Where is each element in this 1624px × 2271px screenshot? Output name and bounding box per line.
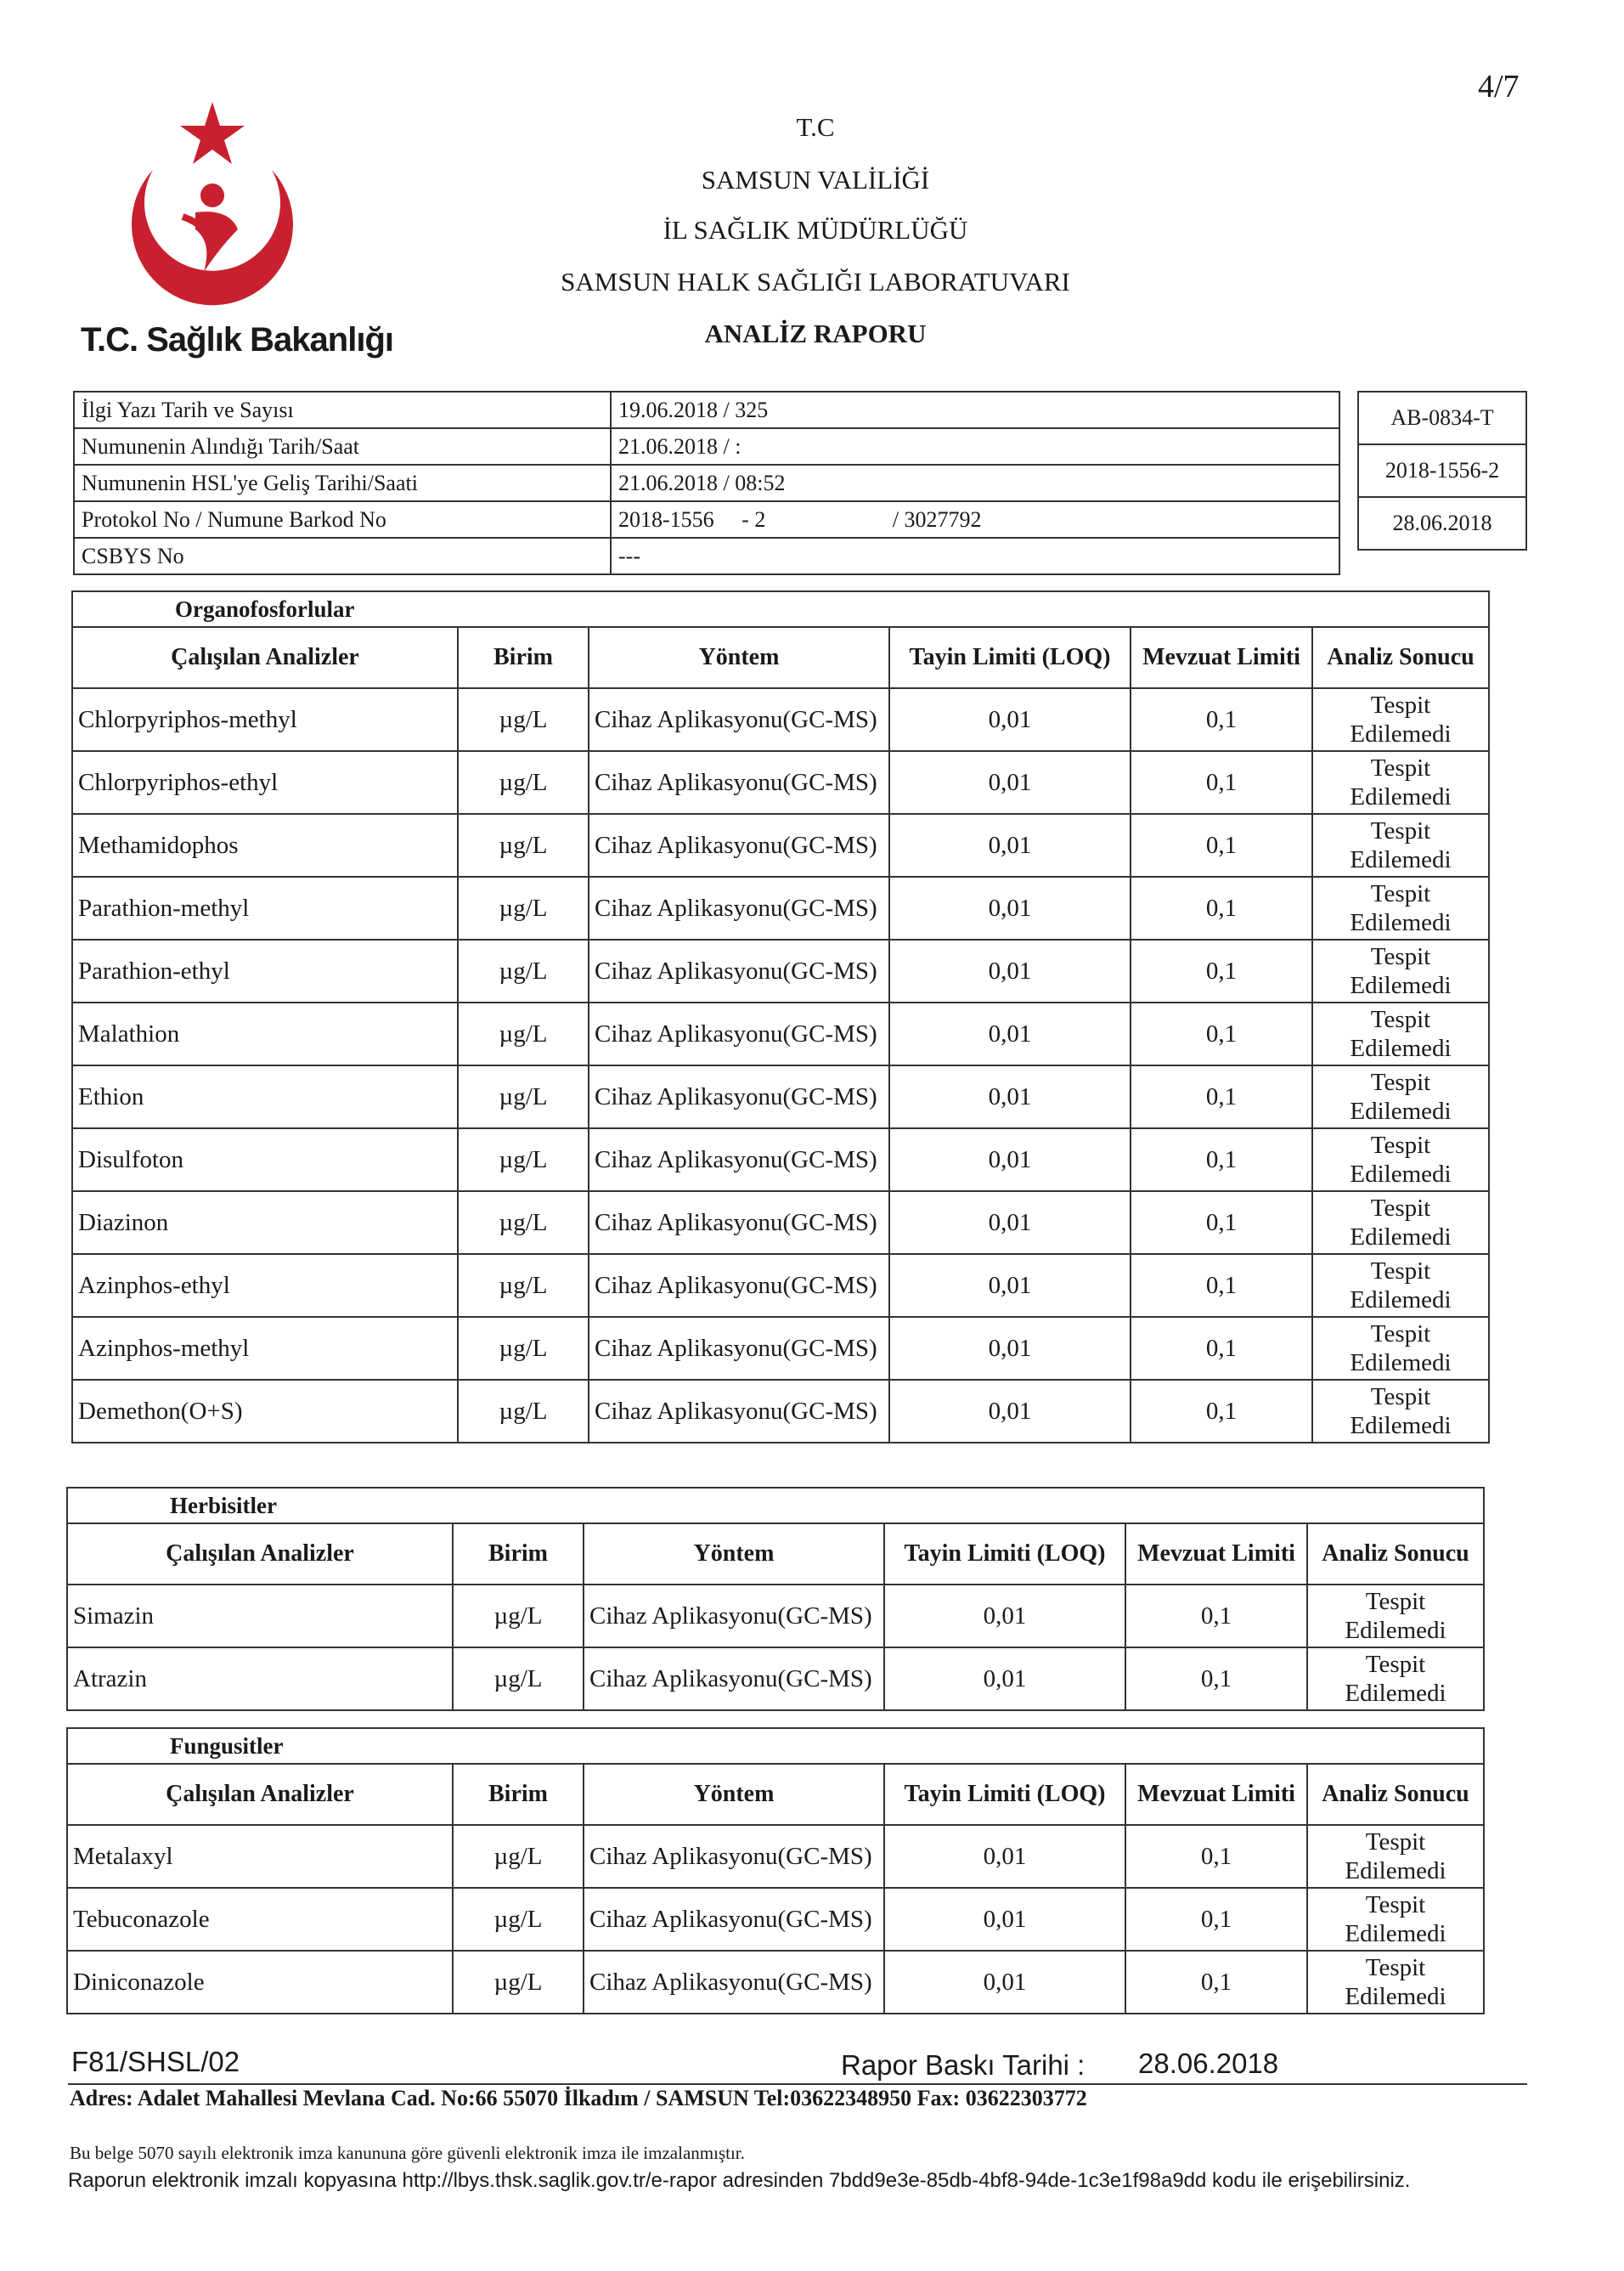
info-value: 19.06.2018 / 325 [611,392,1339,428]
limit-cell: 0,1 [1131,1128,1312,1191]
col-header-limit: Mevzuat Limiti [1131,627,1312,688]
limit-cell: 0,1 [1131,1254,1312,1317]
analyte-name: Diniconazole [67,1951,453,2014]
analyte-name: Chlorpyriphos-ethyl [72,751,458,814]
result-cell [1312,877,1489,940]
result-line-2: Edilemedi [1350,720,1452,748]
report-code: AB-0834-T [1390,405,1494,430]
col-header-method: Yöntem [584,1523,884,1585]
limit-cell: 0,1 [1131,1003,1312,1065]
table-row [72,1003,1489,1065]
result-line-1: Tespit [1370,1006,1431,1033]
unit-cell: µg/L [453,1647,584,1710]
result-cell [1312,751,1489,814]
method-cell: Cihaz Aplikasyonu(GC-MS) [589,1065,889,1128]
method-cell: Cihaz Aplikasyonu(GC-MS) [589,1380,889,1443]
info-row [74,538,1339,574]
limit-cell: 0,1 [1131,1380,1312,1443]
col-header-unit: Birim [458,627,589,688]
col-header-result: Analiz Sonucu [1312,627,1489,688]
result-cell [1312,688,1489,751]
loq-cell: 0,01 [884,1825,1125,1888]
table-row [67,1825,1484,1888]
col-header-analysis: Çalışılan Analizler [67,1764,453,1825]
result-cell [1307,1585,1484,1647]
unit-cell: µg/L [458,688,589,751]
info-value: 21.06.2018 / : [611,428,1339,465]
result-line-1: Tespit [1365,1954,1426,1981]
result-line-2: Edilemedi [1350,1412,1452,1439]
loq-cell: 0,01 [889,751,1131,814]
result-line-2: Edilemedi [1350,1098,1452,1125]
method-cell: Cihaz Aplikasyonu(GC-MS) [589,1254,889,1317]
result-cell [1307,1888,1484,1951]
col-header-limit: Mevzuat Limiti [1125,1523,1307,1585]
table-row [67,1585,1484,1647]
col-header-unit: Birim [453,1523,584,1585]
section-title: Herbisitler [67,1488,1484,1523]
analyte-name: Demethon(O+S) [72,1380,458,1443]
result-line-1: Tespit [1370,1257,1431,1285]
analyte-name: Azinphos-ethyl [72,1254,458,1317]
loq-cell: 0,01 [889,688,1131,751]
loq-cell: 0,01 [884,1951,1125,2014]
result-line-1: Tespit [1370,1132,1431,1159]
loq-cell: 0,01 [884,1888,1125,1951]
info-value: --- [611,538,1339,574]
header-directorate: İL SAĞLIK MÜDÜRLÜĞÜ [663,215,968,245]
loq-cell: 0,01 [889,940,1131,1003]
result-line-2: Edilemedi [1350,1223,1452,1251]
loq-cell: 0,01 [889,1065,1131,1128]
table-row [72,814,1489,877]
section-rows [72,688,1489,1443]
analyte-name: Azinphos-methyl [72,1317,458,1380]
info-row [74,501,1339,538]
table-row [72,688,1489,751]
analyte-name: Chlorpyriphos-methyl [72,688,458,751]
unit-cell: µg/L [458,1191,589,1254]
verification-note: Raporun elektronik imzalı kopyasına http://lbys.thsk.saglik.gov.tr/e-rapor adresinden 7bdd9e3e-85db-4bf8-94de-1c3e1f98a9dd kodu ile erişebilirsiniz. [68,2169,1411,2192]
loq-cell: 0,01 [889,1380,1131,1443]
result-line-2: Edilemedi [1345,1983,1446,2010]
loq-cell: 0,01 [889,877,1131,940]
col-header-result: Analiz Sonucu [1307,1523,1484,1585]
loq-cell: 0,01 [884,1585,1125,1647]
result-line-1: Tespit [1370,1383,1431,1410]
table-row [72,1254,1489,1317]
method-cell: Cihaz Aplikasyonu(GC-MS) [589,688,889,751]
result-cell [1312,1191,1489,1254]
table-row [67,1888,1484,1951]
result-line-2: Edilemedi [1345,1857,1446,1884]
analyte-name: Methamidophos [72,814,458,877]
limit-cell: 0,1 [1131,940,1312,1003]
result-cell [1312,1254,1489,1317]
result-cell [1307,1951,1484,2014]
col-header-analysis: Çalışılan Analizler [72,627,458,688]
result-cell [1312,940,1489,1003]
loq-cell: 0,01 [889,1191,1131,1254]
col-header-unit: Birim [453,1764,584,1825]
unit-cell: µg/L [458,1380,589,1443]
analyte-name: Malathion [72,1003,458,1065]
col-header-loq: Tayin Limiti (LOQ) [889,627,1131,688]
method-cell: Cihaz Aplikasyonu(GC-MS) [589,1128,889,1191]
limit-cell: 0,1 [1131,751,1312,814]
limit-cell: 0,1 [1131,814,1312,877]
print-date-label: Rapor Baskı Tarihi : [841,2049,1085,2081]
form-code: F81/SHSL/02 [71,2046,240,2077]
section-organophosphates [71,590,1490,1443]
result-cell [1312,1128,1489,1191]
info-row [74,465,1339,501]
table-row [67,1647,1484,1710]
loq-cell: 0,01 [889,1317,1131,1380]
header-tc: T.C [796,112,835,142]
table-row [72,751,1489,814]
result-line-2: Edilemedi [1350,1035,1452,1062]
result-cell [1307,1825,1484,1888]
header-governorship: SAMSUN VALİLİĞİ [701,165,930,195]
result-line-2: Edilemedi [1350,846,1452,873]
table-row [72,1191,1489,1254]
limit-cell: 0,1 [1125,1951,1307,2014]
result-line-2: Edilemedi [1345,1920,1446,1947]
analyte-name: Atrazin [67,1647,453,1710]
method-cell: Cihaz Aplikasyonu(GC-MS) [589,1003,889,1065]
result-line-2: Edilemedi [1350,783,1452,811]
col-header-loq: Tayin Limiti (LOQ) [884,1523,1125,1585]
result-line-2: Edilemedi [1345,1617,1446,1644]
section-herbicides [66,1487,1485,1711]
table-row [72,877,1489,940]
unit-cell: µg/L [453,1825,584,1888]
header-laboratory: SAMSUN HALK SAĞLIĞI LABORATUVARI [561,267,1070,297]
unit-cell: µg/L [458,940,589,1003]
result-line-1: Tespit [1370,1069,1431,1096]
page-number: 4/7 [1478,69,1520,105]
header-report-title: ANALİZ RAPORU [704,319,927,348]
limit-cell: 0,1 [1125,1825,1307,1888]
result-line-2: Edilemedi [1350,1349,1452,1376]
result-cell [1312,814,1489,877]
report-id-box [1357,391,1527,551]
signature-note: Bu belge 5070 sayılı elektronik imza kanununa göre güvenli elektronik imza ile imzalanmıştır. [70,2143,745,2163]
table-row [72,1128,1489,1191]
section-title: Organofosforlular [72,591,1489,627]
analyte-name: Disulfoton [72,1128,458,1191]
result-line-1: Tespit [1370,817,1431,845]
result-cell [1312,1380,1489,1443]
result-line-1: Tespit [1370,692,1431,719]
unit-cell: µg/L [458,1003,589,1065]
unit-cell: µg/L [458,751,589,814]
result-line-1: Tespit [1370,1320,1431,1347]
analyte-name: Parathion-methyl [72,877,458,940]
unit-cell: µg/L [453,1585,584,1647]
result-line-1: Tespit [1370,880,1431,907]
result-line-1: Tespit [1365,1588,1426,1615]
info-value: 2018-1556 - 2 / 3027792 [611,501,1339,538]
limit-cell: 0,1 [1131,1065,1312,1128]
limit-cell: 0,1 [1125,1647,1307,1710]
limit-cell: 0,1 [1131,877,1312,940]
result-line-1: Tespit [1365,1828,1426,1856]
unit-cell: µg/L [458,1254,589,1317]
method-cell: Cihaz Aplikasyonu(GC-MS) [589,940,889,1003]
table-row [72,1317,1489,1380]
loq-cell: 0,01 [889,814,1131,877]
analyte-name: Tebuconazole [67,1888,453,1951]
print-date: 28.06.2018 [1138,2048,1279,2079]
info-label: Numunenin Alındığı Tarih/Saat [74,428,611,465]
table-row [72,1380,1489,1443]
result-cell [1312,1003,1489,1065]
result-line-1: Tespit [1370,754,1431,782]
result-cell [1307,1647,1484,1710]
analyte-name: Metalaxyl [67,1825,453,1888]
section-fungicides [66,1727,1485,2014]
report-protocol: 2018-1556-2 [1359,443,1525,496]
info-row [74,392,1339,428]
col-header-method: Yöntem [589,627,889,688]
unit-cell: µg/L [453,1951,584,2014]
info-label: Numunenin HSL'ye Geliş Tarihi/Saati [74,465,611,501]
loq-cell: 0,01 [889,1003,1131,1065]
col-header-limit: Mevzuat Limiti [1125,1764,1307,1825]
method-cell: Cihaz Aplikasyonu(GC-MS) [589,877,889,940]
method-cell: Cihaz Aplikasyonu(GC-MS) [589,814,889,877]
info-label: CSBYS No [74,538,611,574]
result-line-2: Edilemedi [1345,1680,1446,1707]
result-line-2: Edilemedi [1350,909,1452,936]
result-line-1: Tespit [1365,1891,1426,1918]
sample-info-table [73,391,1340,575]
unit-cell: µg/L [453,1888,584,1951]
info-row [74,428,1339,465]
section-rows [67,1585,1484,1710]
method-cell: Cihaz Aplikasyonu(GC-MS) [584,1647,884,1710]
loq-cell: 0,01 [889,1128,1131,1191]
table-row [67,1951,1484,2014]
limit-cell: 0,1 [1125,1888,1307,1951]
footer-divider [68,2083,1527,2085]
col-header-analysis: Çalışılan Analizler [67,1523,453,1585]
limit-cell: 0,1 [1125,1585,1307,1647]
footer-address: Adres: Adalet Mahallesi Mevlana Cad. No:66 55070 İlkadım / SAMSUN Tel:03622348950 Fax: 03622303772 [70,2086,1087,2110]
result-line-2: Edilemedi [1350,1161,1452,1188]
method-cell: Cihaz Aplikasyonu(GC-MS) [584,1951,884,2014]
analyte-name: Simazin [67,1585,453,1647]
unit-cell: µg/L [458,877,589,940]
unit-cell: µg/L [458,814,589,877]
analyte-name: Diazinon [72,1191,458,1254]
limit-cell: 0,1 [1131,1317,1312,1380]
result-line-1: Tespit [1370,943,1431,970]
col-header-method: Yöntem [584,1764,884,1825]
section-title: Fungusitler [67,1728,1484,1764]
ministry-logo [110,102,314,323]
info-value: 21.06.2018 / 08:52 [611,465,1339,501]
method-cell: Cihaz Aplikasyonu(GC-MS) [589,1191,889,1254]
col-header-result: Analiz Sonucu [1307,1764,1484,1825]
unit-cell: µg/L [458,1128,589,1191]
analyte-name: Parathion-ethyl [72,940,458,1003]
limit-cell: 0,1 [1131,688,1312,751]
info-label: İlgi Yazı Tarih ve Sayısı [74,392,611,428]
section-rows [67,1825,1484,2014]
result-cell [1312,1065,1489,1128]
method-cell: Cihaz Aplikasyonu(GC-MS) [584,1888,884,1951]
loq-cell: 0,01 [884,1647,1125,1710]
info-label: Protokol No / Numune Barkod No [74,501,611,538]
result-line-2: Edilemedi [1350,1286,1452,1313]
table-row [72,940,1489,1003]
method-cell: Cihaz Aplikasyonu(GC-MS) [584,1585,884,1647]
analyte-name: Ethion [72,1065,458,1128]
method-cell: Cihaz Aplikasyonu(GC-MS) [589,751,889,814]
col-header-loq: Tayin Limiti (LOQ) [884,1764,1125,1825]
result-line-1: Tespit [1365,1651,1426,1678]
table-row [72,1065,1489,1128]
loq-cell: 0,01 [889,1254,1131,1317]
result-line-1: Tespit [1370,1195,1431,1222]
ministry-logo-text: T.C. Sağlık Bakanlığı [81,321,394,359]
method-cell: Cihaz Aplikasyonu(GC-MS) [589,1317,889,1380]
unit-cell: µg/L [458,1065,589,1128]
result-line-2: Edilemedi [1350,972,1452,999]
report-date: 28.06.2018 [1359,496,1525,549]
result-cell [1312,1317,1489,1380]
unit-cell: µg/L [458,1317,589,1380]
method-cell: Cihaz Aplikasyonu(GC-MS) [584,1825,884,1888]
limit-cell: 0,1 [1131,1191,1312,1254]
